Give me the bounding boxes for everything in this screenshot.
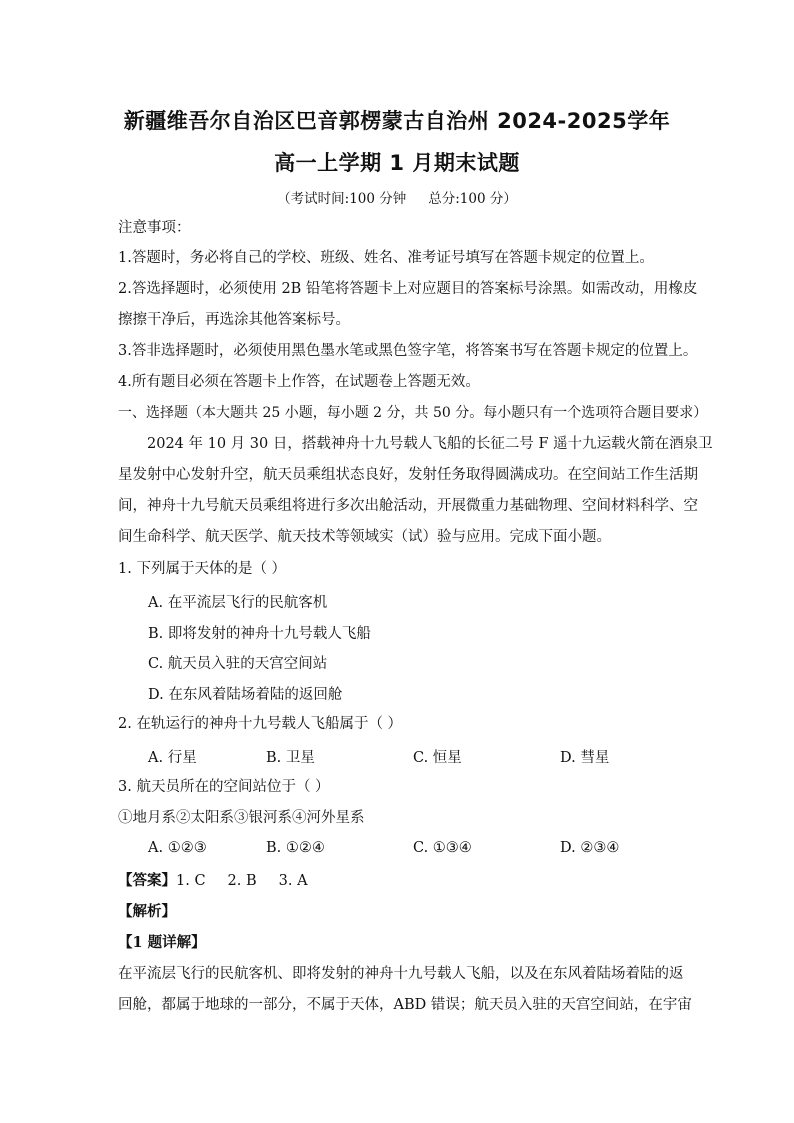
question-3-stem: 3. 航天员所在的空间站位于（ ）	[118, 779, 330, 795]
question-1-stem: 1. 下列属于天体的是（ ）	[118, 561, 287, 577]
question-3-option-d: D. ②③④	[560, 840, 620, 856]
notice-heading: 注意事项：	[118, 220, 191, 236]
question-2-option-b: B. 卫星	[266, 750, 315, 766]
passage-line-4: 间生命科学、航天医学、航天技术等领域实（试）验与应用。完成下面小题。	[118, 529, 611, 545]
answer-row	[118, 871, 688, 891]
question-3-option-a: A. ①②③	[148, 840, 207, 856]
answer-2: 2. B	[227, 873, 257, 889]
passage-line-1: 2024 年 10 月 30 日，搭载神舟十九号载人飞船的长征二号 F 遥十九运载火箭在酒泉卫	[147, 436, 713, 452]
notice-item-2: 2.答选择题时，必须使用 2B 铅笔将答题卡上对应题目的答案标号涂黑。如需改动，用橡皮	[118, 281, 698, 297]
total-score: 总分:100 分）	[428, 191, 517, 207]
question-2-stem: 2. 在轨运行的神舟十九号载人飞船属于（ ）	[118, 716, 403, 732]
question-3-option-c: C. ①③④	[413, 840, 472, 856]
question-1-option-b: B. 即将发射的神舟十九号载人飞船	[148, 626, 371, 642]
question-2-option-d: D. 彗星	[560, 750, 610, 766]
notice-item-1: 1.答题时，务必将自己的学校、班级、姓名、准考证号填写在答题卡规定的位置上。	[118, 250, 654, 266]
answer-3: 3. A	[278, 873, 308, 889]
answer-label: 【答案】	[118, 872, 176, 889]
question-3-note: ①地月系②太阳系③银河系④河外星系	[118, 810, 365, 826]
question-1-option-c: C. 航天员入驻的天宫空间站	[148, 656, 328, 672]
notice-item-2-cont: 擦擦干净后，再选涂其他答案标号。	[118, 312, 350, 328]
notice-item-3: 3.答非选择题时，必须使用黑色墨水笔或黑色签字笔，将答案书写在答题卡规定的位置上。	[118, 343, 698, 359]
passage-line-2: 星发射中心发射升空，航天员乘组状态良好，发射任务取得圆满成功。在空间站工作生活期	[118, 467, 698, 483]
title-line-2: 高一上学期 1 月期末试题	[274, 151, 520, 175]
notice-item-4: 4.所有题目必须在答题卡上作答，在试题卷上答题无效。	[118, 374, 480, 390]
analysis-label: 【解析】	[118, 903, 176, 920]
question-1-option-a: A. 在平流层飞行的民航客机	[148, 595, 328, 611]
question-2-option-c: C. 恒星	[413, 750, 462, 766]
analysis-line-1: 在平流层飞行的民航客机、即将发射的神舟十九号载人飞船，以及在东风着陆场着陆的返	[118, 966, 684, 982]
question-1-option-d: D. 在东风着陆场着陆的返回舱	[148, 687, 343, 703]
title-line-1: 新疆维吾尔自治区巴音郭楞蒙古自治州 2024-2025学年	[123, 109, 671, 133]
exam-time: （考试时间:100 分钟	[277, 191, 407, 207]
answer-1: 1. C	[176, 873, 206, 889]
section-heading: 一、选择题（本大题共 25 小题，每小题 2 分，共 50 分。每小题只有一个选项符合题目要求）	[118, 405, 708, 421]
analysis-line-2: 回舱，都属于地球的一部分，不属于天体，ABD 错误；航天员入驻的天宫空间站，在宇宙	[118, 997, 692, 1013]
exam-info	[0, 187, 794, 207]
passage-line-3: 间，神舟十九号航天员乘组将进行多次出舱活动，开展微重力基础物理、空间材料科学、空	[118, 498, 698, 514]
detail-label: 【1 题详解】	[118, 934, 206, 951]
question-2-option-a: A. 行星	[148, 750, 197, 766]
question-3-option-b: B. ①②④	[266, 840, 325, 856]
